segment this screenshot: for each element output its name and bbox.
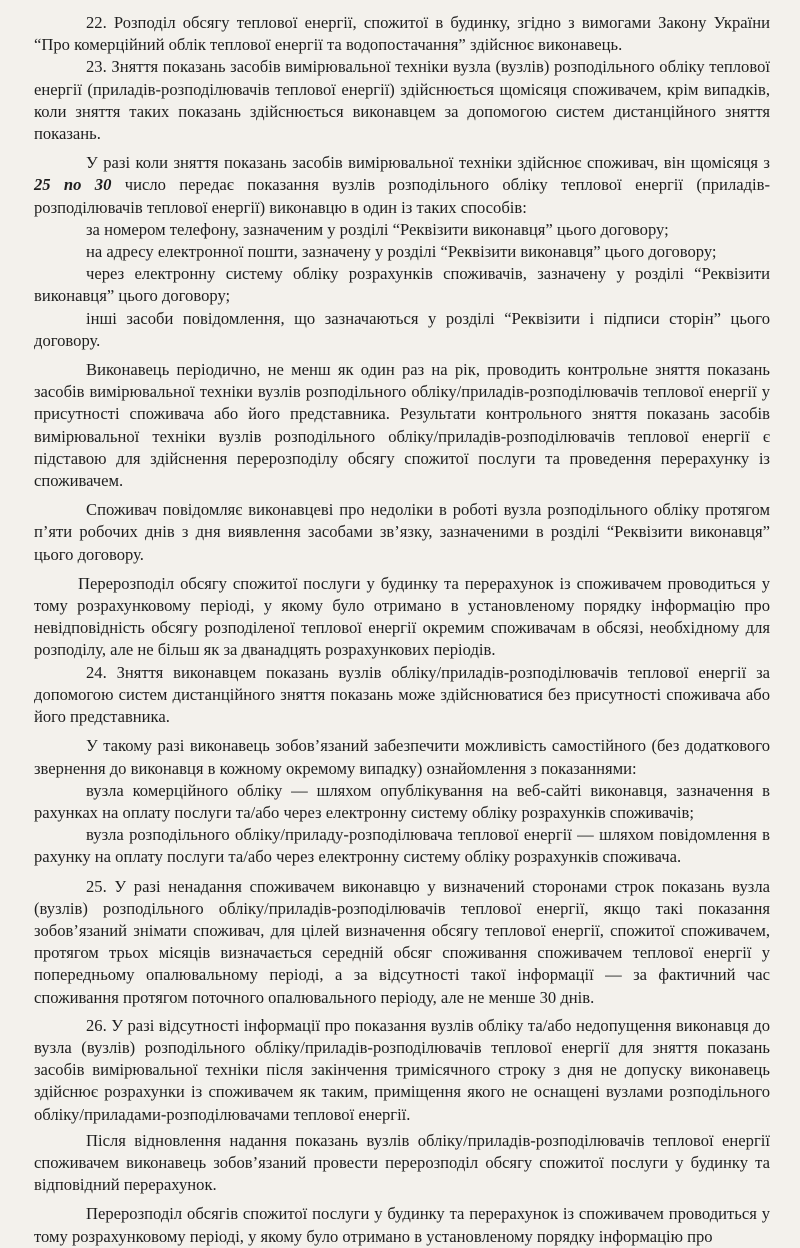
commercial-meter-item: вузла комерційного обліку — шляхом опублікування на веб-сайті виконавця, зазначення в рахунках на оплату послуги та/або через електронну систему обліку розрахунків споживачів; — [34, 780, 770, 822]
clause-23: 23. Зняття показань засобів вимірювальної техніки вузла (вузлів) розподільного обліку теплової енергії (приладів-розподілювачів теплової енергії) здійснюється щомісяця споживачем, крім випадків, коли зняття таких показань здійснюється виконавцем за допомогою систем дистанційного зняття показань. — [34, 57, 770, 144]
clause-26-restoration: Після відновлення надання показань вузлів обліку/приладів-розподілювачів теплової енергії споживачем виконавець зобов’язаний провести перерозподіл обсягу спожитої послуги у будинку та відповідний перерахунок. — [34, 1130, 770, 1195]
clause-23-consumer-submission — [34, 152, 770, 219]
submission-way-other: інші засоби повідомлення, що зазначаються у розділі “Реквізити і підписи сторін” цього договору. — [34, 308, 770, 350]
submission-way-email: на адресу електронної пошти, зазначену у розділі “Реквізити виконавця” цього договору; — [86, 242, 717, 262]
clause-25: 25. У разі ненадання споживачем виконавцю у визначений сторонами строк показань вузла (вузлів) розподільного обліку/приладів-розподілювачів теплової енергії, якщо такі показання зобов’язаний знімати споживач, для цілей визначення обсягу теплової енергії, спожитої споживачем, протягом трьох місяців визначається середній обсяг споживання споживачем теплової енергії у попередньому опалювальному періоді, а за відсутності такої інформації — за фактичний час споживання протягом поточного опалювального періоду, але не менше 30 днів. — [34, 876, 770, 1007]
control-reading-paragraph: Виконавець періодично, не менш як один раз на рік, проводить контрольне зняття показань засобів вимірювальної техніки вузлів розподільного обліку/приладів-розподілювачів теплової енергії у присутності споживача або його представника. Результати контрольного зняття показань засобів вимірювальної техніки вузлів розподільного обліку/приладів-розподілювачів теплової енергії є підставою для здійснення перерозподілу обсягу спожитої послуги та проведення перерахунку із споживачем. — [34, 360, 770, 491]
clause-23-text-after: число передає показання вузлів розподільного обліку теплової енергії (приладів-розподілювачів теплової енергії) виконавцю в один із таких способів: — [34, 175, 771, 217]
submission-way-electronic-system: через електронну систему обліку розрахунків споживачів, зазначену у розділі “Реквізити виконавця” цього договору; — [34, 264, 770, 306]
clause-23-text-before: У разі коли зняття показань засобів вимірювальної техніки здійснює споживач, він щомісяця з — [86, 153, 770, 173]
clause-24: 24. Зняття виконавцем показань вузлів обліку/приладів-розподілювачів теплової енергії за допомогою систем дистанційного зняття показань може здійснюватися без присутності споживача або його представника. — [34, 662, 770, 727]
redistribution-paragraph: Перерозподіл обсягу спожитої послуги у будинку та перерахунок із споживачем проводиться у тому розрахунковому періоді, у якому було отримано в установленому порядку інформацію про невідповідність обсягу розподіленої теплової енергії окремим споживачам в обсязі, необхідному для розподілу, але не більш як за дванадцять розрахункових періодів. — [34, 573, 770, 660]
clause-22: 22. Розподіл обсягу теплової енергії, спожитої в будинку, згідно з вимогами Закону України “Про комерційний облік теплової енергії та водопостачання” здійснює виконавець. — [34, 13, 770, 55]
clause-24-familiarization: У такому разі виконавець зобов’язаний забезпечити можливість самостійного (без додаткового звернення до виконавця в кожному окремому випадку) ознайомлення з показаннями: — [34, 736, 770, 778]
distribution-meter-item: вузла розподільного обліку/приладу-розподілювача теплової енергії — шляхом повідомлення в рахунку на оплату послуги та/або через електронну систему обліку розрахунків споживача. — [34, 825, 770, 867]
clause-26-redistribution: Перерозподіл обсягів спожитої послуги у будинку та перерахунок із споживачем проводиться у тому розрахунковому періоді, у якому було отримано в установленому порядку інформацію про — [34, 1204, 770, 1246]
submission-way-phone: за номером телефону, зазначеним у розділі “Реквізити виконавця” цього договору; — [86, 219, 669, 239]
submission-dates: 25 по 30 — [34, 175, 112, 195]
defect-notification-paragraph: Споживач повідомляє виконавцеві про недоліки в роботі вузла розподільного обліку протягом п’яти робочих днів з дня виявлення засобами зв’язку, зазначеними в розділі “Реквізити виконавця” цього договору. — [34, 500, 770, 564]
clause-26: 26. У разі відсутності інформації про показання вузлів обліку та/або недопущення виконавця до вузла (вузлів) розподільного обліку/приладів-розподілювачів теплової енергії для зняття показань засобів вимірювальної техніки після закінчення тримісячного строку з дня не допуску виконавець здійснює розрахунки із споживачем як таким, приміщення якого не оснащені вузлами розподільного обліку/приладами-розподілювачами теплової енергії. — [34, 1015, 770, 1124]
